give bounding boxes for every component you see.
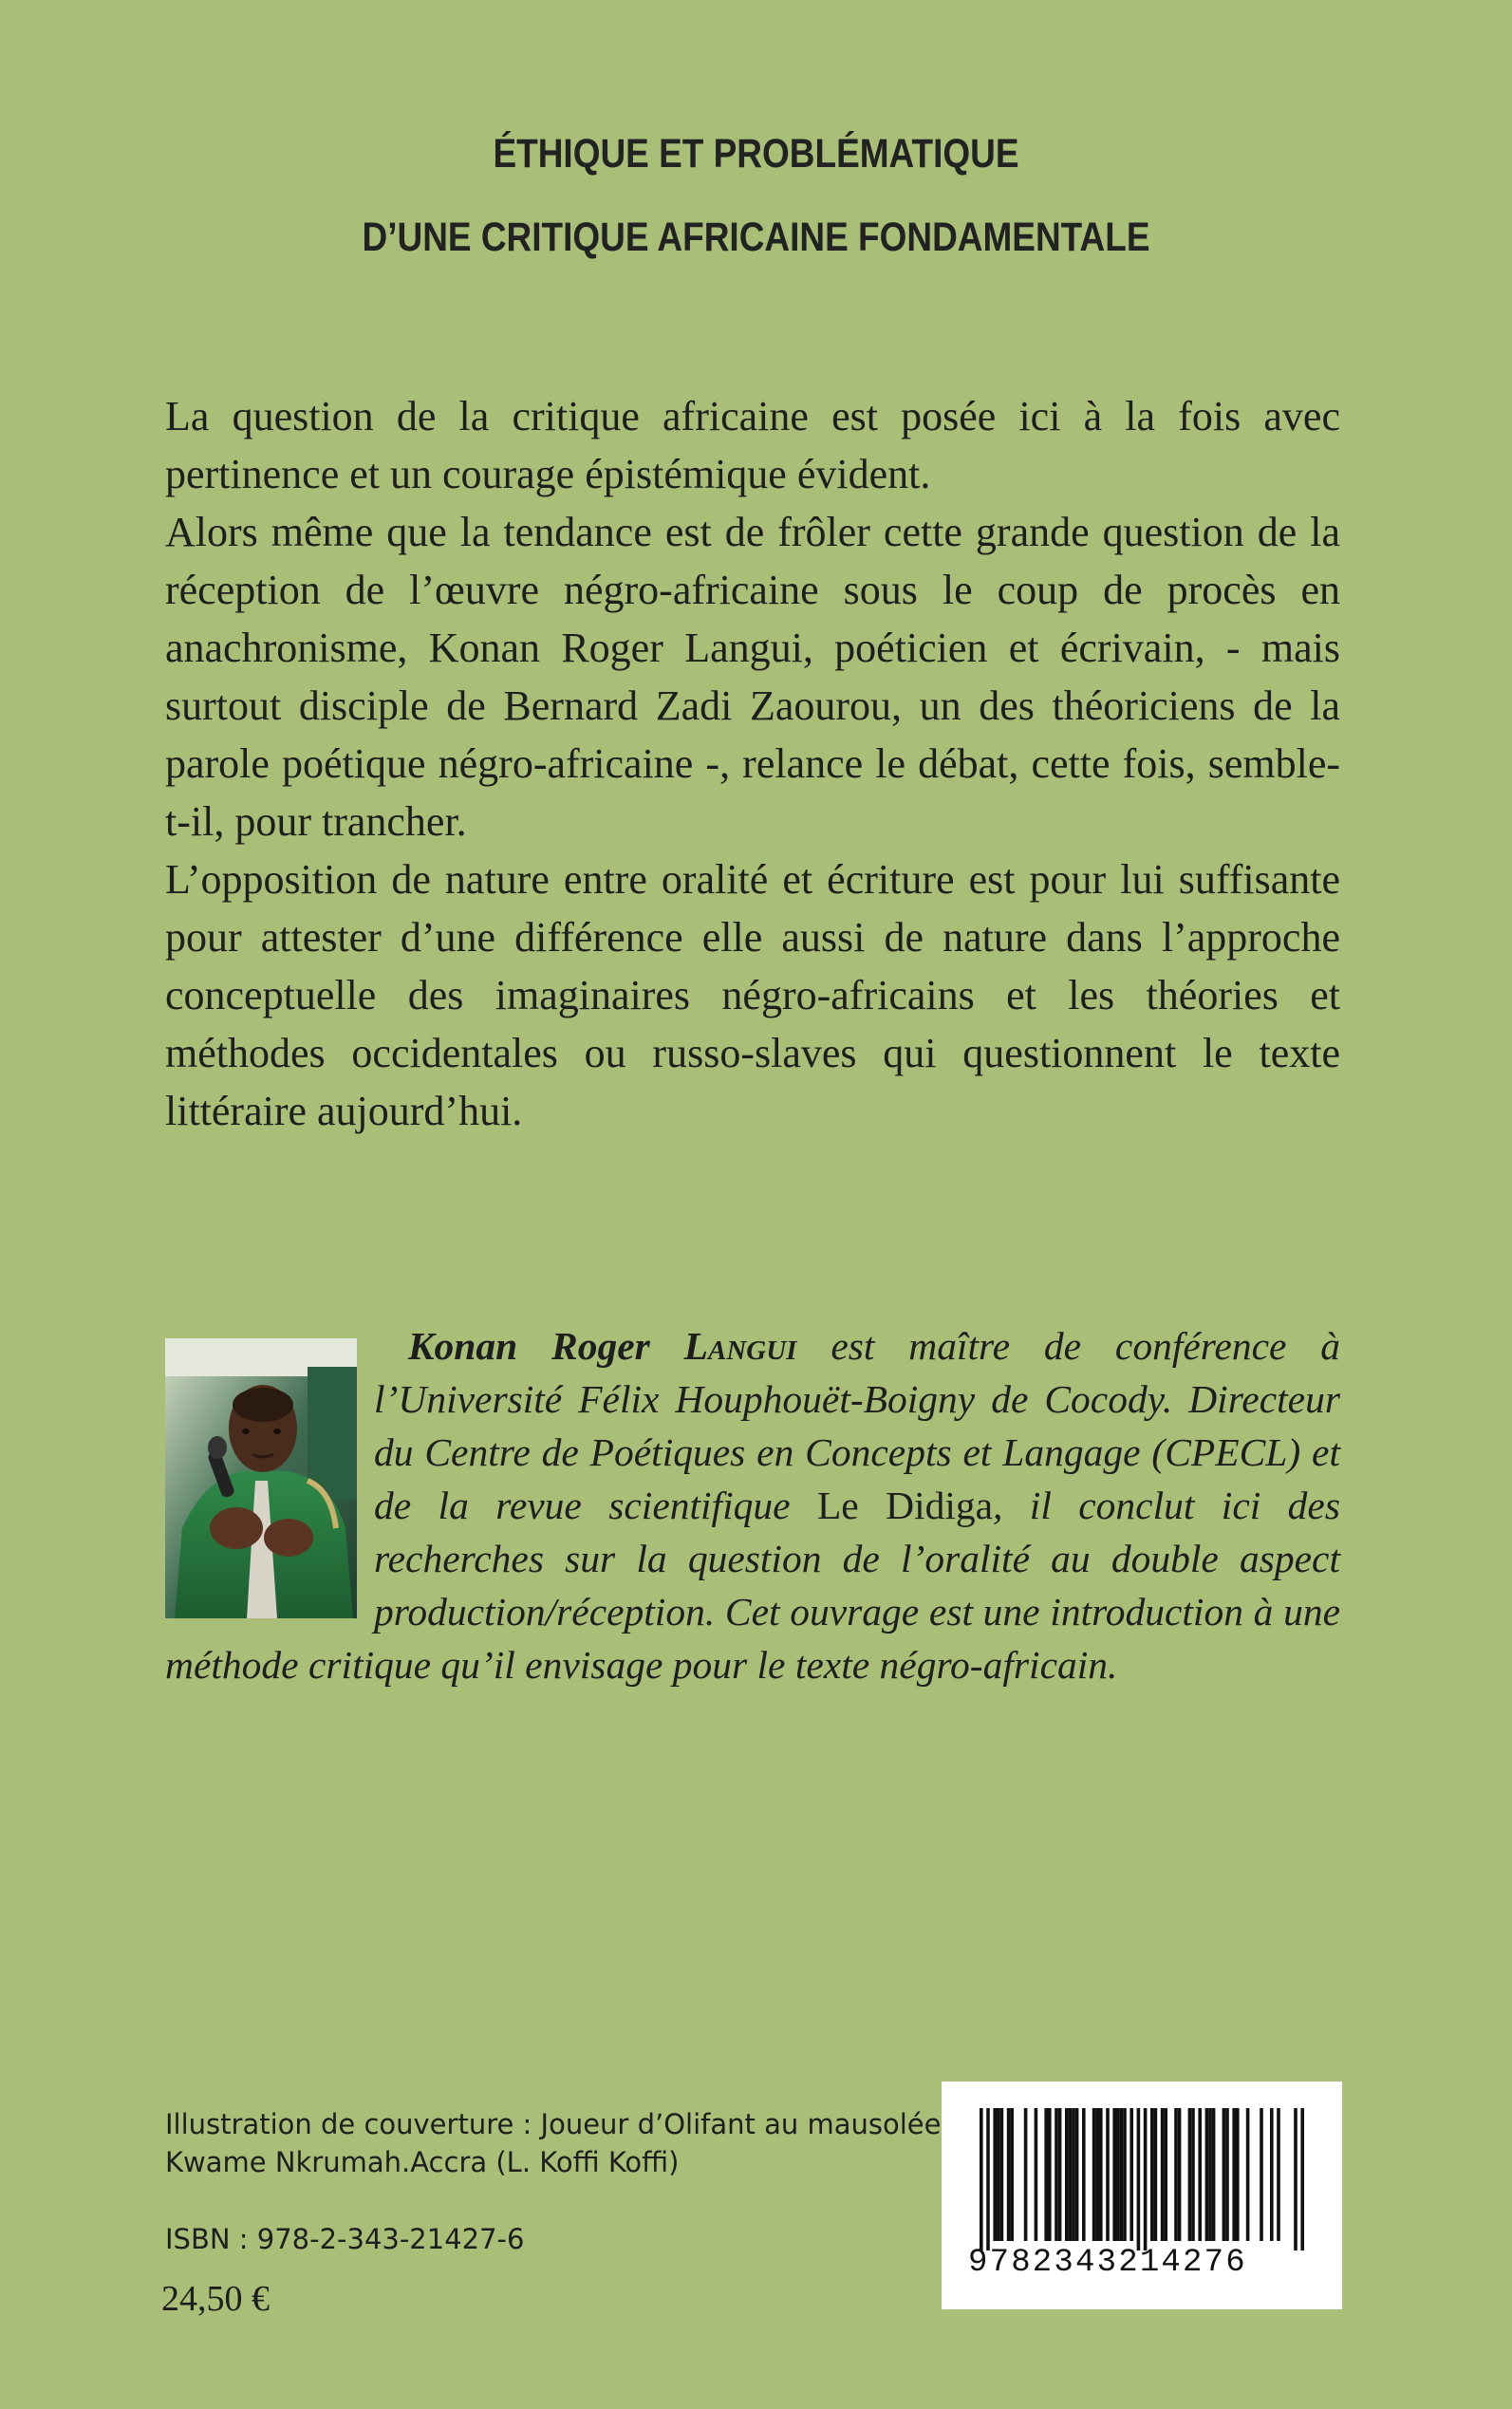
author-last-name: Langui	[683, 1324, 797, 1368]
cover-credits	[165, 2105, 941, 2181]
barcode-bar	[1058, 2108, 1062, 2241]
barcode-bar	[1232, 2108, 1236, 2241]
barcode-bar	[1092, 2108, 1096, 2241]
summary-text	[165, 387, 1340, 1140]
summary-paragraph-3: L’opposition de nature entre oralité et écriture est pour lui suffisante pour attester d’une différence elle aussi de nature dans l’approche conceptuelle des imaginaires négro-africains et les théories et méthodes occidentales ou russo-slaves qui questionnent le texte littéraire aujourd’hui.	[165, 856, 1340, 1134]
barcode-bar	[1198, 2108, 1202, 2241]
barcode-bar	[1112, 2108, 1116, 2241]
barcode-bar	[1144, 2108, 1148, 2250]
barcode-bar	[1072, 2108, 1075, 2241]
barcode-bar	[1048, 2108, 1052, 2241]
barcode-bar	[1069, 2108, 1073, 2241]
barcode-bar	[986, 2108, 990, 2250]
barcode-bar	[1123, 2108, 1127, 2241]
barcode-bar	[1106, 2108, 1110, 2241]
barcode-bar	[1055, 2108, 1058, 2241]
barcode-bar	[1120, 2108, 1124, 2241]
barcode-bar	[1010, 2108, 1014, 2241]
barcode-bar	[1260, 2108, 1263, 2241]
barcode-bar	[1075, 2108, 1079, 2241]
barcode-bar	[1294, 2108, 1297, 2250]
author-bio	[165, 1319, 1340, 1691]
barcode-bar	[1225, 2108, 1229, 2241]
barcode-bar	[997, 2108, 1000, 2241]
barcode-bar	[1300, 2108, 1304, 2250]
barcode-bar	[1116, 2108, 1120, 2241]
bio-text-a: est maître de conférence à l’Université Félix Houphouët-Boigny de Cocody. Directeur du Centre de Poétiques en Concepts et Langage (CPECL) et de la revue scientifique	[374, 1324, 1341, 1527]
barcode-bar	[1246, 2108, 1250, 2241]
barcode	[942, 2082, 1342, 2309]
barcode-bar	[1082, 2108, 1086, 2241]
price: 24,50 €	[161, 2279, 270, 2319]
barcode-bar	[1129, 2108, 1133, 2241]
barcode-bar	[1223, 2108, 1226, 2241]
barcode-bar	[1154, 2108, 1158, 2241]
title-line-2: D’UNE CRITIQUE AFRICAINE FONDAMENTALE	[362, 215, 1150, 260]
barcode-bar	[993, 2108, 997, 2241]
barcode-bar	[1270, 2108, 1274, 2241]
credits-line-1: Illustration de couverture : Joueur d’Olifant au mausolée	[165, 2108, 942, 2140]
barcode-bar	[1188, 2108, 1192, 2241]
barcode-bar	[1137, 2108, 1141, 2250]
barcode-bar	[1208, 2108, 1212, 2241]
author-first-name: Konan Roger	[407, 1324, 650, 1368]
barcode-bar	[1065, 2108, 1069, 2241]
barcode-bar	[1212, 2108, 1216, 2241]
barcode-bar	[1205, 2108, 1209, 2241]
bio-text-b: , il conclut ici des recherches sur la question de l’oralité au double aspect production/réception. Cet ouvrage est une introduction à une méthode critique qu’il envisage pour le texte négro-africain.	[165, 1484, 1340, 1687]
barcode-bar	[1150, 2108, 1154, 2241]
barcode-bar	[1174, 2108, 1178, 2241]
barcode-bar	[1044, 2108, 1048, 2241]
barcode-digits: 9782343214276	[968, 2245, 1247, 2281]
barcode-bar	[980, 2108, 983, 2250]
barcode-bar	[1000, 2108, 1004, 2241]
barcode-bar	[1178, 2108, 1182, 2241]
barcode-bar	[1095, 2108, 1099, 2241]
barcode-bar	[1277, 2108, 1280, 2241]
barcode-bar	[1035, 2108, 1038, 2241]
barcode-bar	[1164, 2108, 1167, 2241]
barcode-bar	[1161, 2108, 1165, 2241]
title-line-1: ÉTHIQUE ET PROBLÉMATIQUE	[493, 131, 1019, 177]
barcode-bar	[1236, 2108, 1240, 2241]
summary-paragraph-2: Alors même que la tendance est de frôler cette grande question de la réception de l’œuvre négro-africaine sous le coup de procès en anachronisme, Konan Roger Langui, poéticien et écrivain, - mais surtout disciple de Bernard Zadi Zaourou, un des théoriciens de la parole poétique négro-africaine -, relance le débat, cette fois, semble-t-il, pour trancher.	[165, 509, 1340, 845]
barcode-bar	[1024, 2108, 1028, 2241]
isbn: ISBN : 978-2-343-21427-6	[165, 2223, 525, 2255]
barcode-bar	[1099, 2108, 1103, 2241]
barcode-bar	[1191, 2108, 1195, 2241]
credits-line-2: Kwame Nkrumah.Accra (L. Koffi Koffi)	[165, 2146, 680, 2178]
journal-name: Le Didiga	[816, 1484, 994, 1527]
barcode-bar	[1007, 2108, 1011, 2241]
summary-paragraph-1: La question de la critique africaine est posée ici à la fois avec pertinence et un courage épistémique évident.	[165, 393, 1340, 497]
